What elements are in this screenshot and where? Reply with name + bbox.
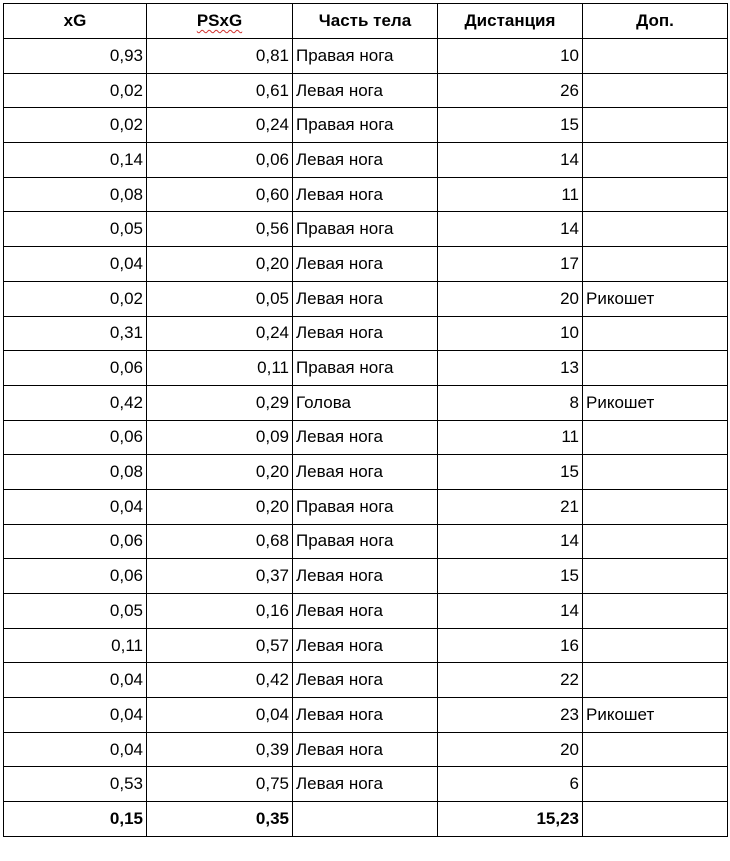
distance-cell[interactable]: 16	[438, 628, 583, 663]
xg-cell[interactable]: 0,04	[4, 663, 147, 698]
table-row	[4, 177, 728, 212]
xg-cell[interactable]: 0,08	[4, 455, 147, 490]
xg-cell[interactable]: 0,06	[4, 351, 147, 386]
total-psxg-cell[interactable]: 0,35	[147, 802, 293, 837]
extra-cell[interactable]	[583, 212, 728, 247]
extra-cell[interactable]	[583, 489, 728, 524]
table-row	[4, 698, 728, 733]
body-part-cell[interactable]: Левая нога	[293, 420, 438, 455]
body-part-cell[interactable]: Правая нога	[293, 212, 438, 247]
total-extra-cell[interactable]	[583, 802, 728, 837]
extra-cell[interactable]	[583, 420, 728, 455]
table-row	[4, 455, 728, 490]
xg-cell[interactable]: 0,04	[4, 247, 147, 282]
distance-cell[interactable]: 15	[438, 108, 583, 143]
total-distance-cell[interactable]: 15,23	[438, 802, 583, 837]
distance-cell[interactable]: 14	[438, 143, 583, 178]
psxg-cell[interactable]: 0,37	[147, 559, 293, 594]
totals-row	[4, 802, 728, 837]
xg-cell[interactable]: 0,11	[4, 628, 147, 663]
distance-cell[interactable]: 14	[438, 212, 583, 247]
extra-cell[interactable]	[583, 247, 728, 282]
table-row	[4, 108, 728, 143]
xg-cell[interactable]: 0,14	[4, 143, 147, 178]
body-part-cell[interactable]: Левая нога	[293, 73, 438, 108]
xg-cell[interactable]: 0,08	[4, 177, 147, 212]
header-extra[interactable]: Доп.	[583, 4, 728, 39]
body-part-cell[interactable]: Левая нога	[293, 281, 438, 316]
distance-cell[interactable]: 14	[438, 594, 583, 629]
distance-cell[interactable]: 14	[438, 524, 583, 559]
table-row	[4, 39, 728, 74]
extra-cell[interactable]	[583, 108, 728, 143]
table-row	[4, 732, 728, 767]
extra-cell[interactable]: Рикошет	[583, 698, 728, 733]
distance-cell[interactable]: 10	[438, 316, 583, 351]
table-row	[4, 143, 728, 178]
distance-cell[interactable]: 15	[438, 559, 583, 594]
extra-cell[interactable]	[583, 628, 728, 663]
body-part-cell[interactable]: Левая нога	[293, 698, 438, 733]
xg-cell[interactable]: 0,06	[4, 559, 147, 594]
extra-cell[interactable]	[583, 351, 728, 386]
extra-cell[interactable]: Рикошет	[583, 281, 728, 316]
xg-cell[interactable]: 0,04	[4, 489, 147, 524]
body-part-cell[interactable]: Правая нога	[293, 108, 438, 143]
extra-cell[interactable]	[583, 455, 728, 490]
body-part-cell[interactable]: Левая нога	[293, 628, 438, 663]
body-part-cell[interactable]: Левая нога	[293, 594, 438, 629]
extra-cell[interactable]	[583, 177, 728, 212]
psxg-cell[interactable]: 0,68	[147, 524, 293, 559]
table-body	[4, 39, 728, 802]
distance-cell[interactable]: 20	[438, 281, 583, 316]
psxg-cell[interactable]: 0,29	[147, 385, 293, 420]
table-row	[4, 420, 728, 455]
body-part-cell[interactable]: Левая нога	[293, 732, 438, 767]
distance-cell[interactable]: 10	[438, 39, 583, 74]
xg-cell[interactable]: 0,06	[4, 524, 147, 559]
header-xg[interactable]: xG	[4, 4, 147, 39]
psxg-cell[interactable]: 0,56	[147, 212, 293, 247]
body-part-cell[interactable]: Правая нога	[293, 351, 438, 386]
psxg-cell[interactable]: 0,11	[147, 351, 293, 386]
table-row	[4, 663, 728, 698]
xg-cell[interactable]: 0,93	[4, 39, 147, 74]
xg-cell[interactable]: 0,04	[4, 698, 147, 733]
xg-cell[interactable]: 0,02	[4, 108, 147, 143]
distance-cell[interactable]: 6	[438, 767, 583, 802]
table-row	[4, 767, 728, 802]
distance-cell[interactable]: 11	[438, 420, 583, 455]
table-row	[4, 316, 728, 351]
header-distance[interactable]: Дистанция	[438, 4, 583, 39]
extra-cell[interactable]	[583, 316, 728, 351]
body-part-cell[interactable]: Левая нога	[293, 316, 438, 351]
xg-cell[interactable]: 0,06	[4, 420, 147, 455]
body-part-cell[interactable]: Правая нога	[293, 39, 438, 74]
psxg-cell[interactable]: 0,09	[147, 420, 293, 455]
table-header	[4, 4, 728, 39]
psxg-cell[interactable]: 0,06	[147, 143, 293, 178]
body-part-cell[interactable]: Левая нога	[293, 559, 438, 594]
distance-cell[interactable]: 20	[438, 732, 583, 767]
xg-cell[interactable]: 0,53	[4, 767, 147, 802]
header-psxg-label: PSxG	[196, 11, 243, 30]
body-part-cell[interactable]: Правая нога	[293, 489, 438, 524]
body-part-cell[interactable]: Голова	[293, 385, 438, 420]
body-part-cell[interactable]: Левая нога	[293, 767, 438, 802]
shots-table	[3, 3, 728, 837]
table-row	[4, 489, 728, 524]
xg-cell[interactable]: 0,42	[4, 385, 147, 420]
body-part-cell[interactable]: Правая нога	[293, 524, 438, 559]
table-row	[4, 594, 728, 629]
table-row	[4, 628, 728, 663]
distance-cell[interactable]: 22	[438, 663, 583, 698]
psxg-cell[interactable]: 0,24	[147, 316, 293, 351]
table-footer	[4, 802, 728, 837]
body-part-cell[interactable]: Левая нога	[293, 455, 438, 490]
total-xg-cell[interactable]: 0,15	[4, 802, 147, 837]
extra-cell[interactable]	[583, 594, 728, 629]
distance-cell[interactable]: 17	[438, 247, 583, 282]
total-body-part-cell[interactable]	[293, 802, 438, 837]
extra-cell[interactable]	[583, 663, 728, 698]
psxg-cell[interactable]: 0,05	[147, 281, 293, 316]
header-row	[4, 4, 728, 39]
distance-cell[interactable]: 13	[438, 351, 583, 386]
psxg-cell[interactable]: 0,20	[147, 247, 293, 282]
psxg-cell[interactable]: 0,75	[147, 767, 293, 802]
body-part-cell[interactable]: Левая нога	[293, 143, 438, 178]
xg-cell[interactable]: 0,02	[4, 281, 147, 316]
distance-cell[interactable]: 15	[438, 455, 583, 490]
psxg-cell[interactable]: 0,04	[147, 698, 293, 733]
header-psxg[interactable]	[147, 4, 293, 39]
distance-cell[interactable]: 23	[438, 698, 583, 733]
extra-cell[interactable]	[583, 559, 728, 594]
table-row	[4, 247, 728, 282]
table-row	[4, 524, 728, 559]
psxg-cell[interactable]: 0,20	[147, 455, 293, 490]
psxg-cell[interactable]: 0,60	[147, 177, 293, 212]
header-body-part[interactable]: Часть тела	[293, 4, 438, 39]
xg-cell[interactable]: 0,05	[4, 594, 147, 629]
xg-cell[interactable]: 0,02	[4, 73, 147, 108]
distance-cell[interactable]: 11	[438, 177, 583, 212]
table-row	[4, 559, 728, 594]
table-row	[4, 73, 728, 108]
extra-cell[interactable]	[583, 767, 728, 802]
table-row	[4, 385, 728, 420]
psxg-cell[interactable]: 0,57	[147, 628, 293, 663]
extra-cell[interactable]: Рикошет	[583, 385, 728, 420]
body-part-cell[interactable]: Левая нога	[293, 177, 438, 212]
psxg-cell[interactable]: 0,16	[147, 594, 293, 629]
extra-cell[interactable]	[583, 143, 728, 178]
psxg-cell[interactable]: 0,24	[147, 108, 293, 143]
extra-cell[interactable]	[583, 73, 728, 108]
table-row	[4, 351, 728, 386]
body-part-cell[interactable]: Левая нога	[293, 247, 438, 282]
table-row	[4, 281, 728, 316]
extra-cell[interactable]	[583, 732, 728, 767]
xg-cell[interactable]: 0,05	[4, 212, 147, 247]
psxg-cell[interactable]: 0,81	[147, 39, 293, 74]
distance-cell[interactable]: 8	[438, 385, 583, 420]
psxg-cell[interactable]: 0,39	[147, 732, 293, 767]
distance-cell[interactable]: 21	[438, 489, 583, 524]
xg-cell[interactable]: 0,31	[4, 316, 147, 351]
body-part-cell[interactable]: Левая нога	[293, 663, 438, 698]
psxg-cell[interactable]: 0,20	[147, 489, 293, 524]
distance-cell[interactable]: 26	[438, 73, 583, 108]
psxg-cell[interactable]: 0,61	[147, 73, 293, 108]
psxg-cell[interactable]: 0,42	[147, 663, 293, 698]
table-row	[4, 212, 728, 247]
extra-cell[interactable]	[583, 524, 728, 559]
extra-cell[interactable]	[583, 39, 728, 74]
xg-cell[interactable]: 0,04	[4, 732, 147, 767]
